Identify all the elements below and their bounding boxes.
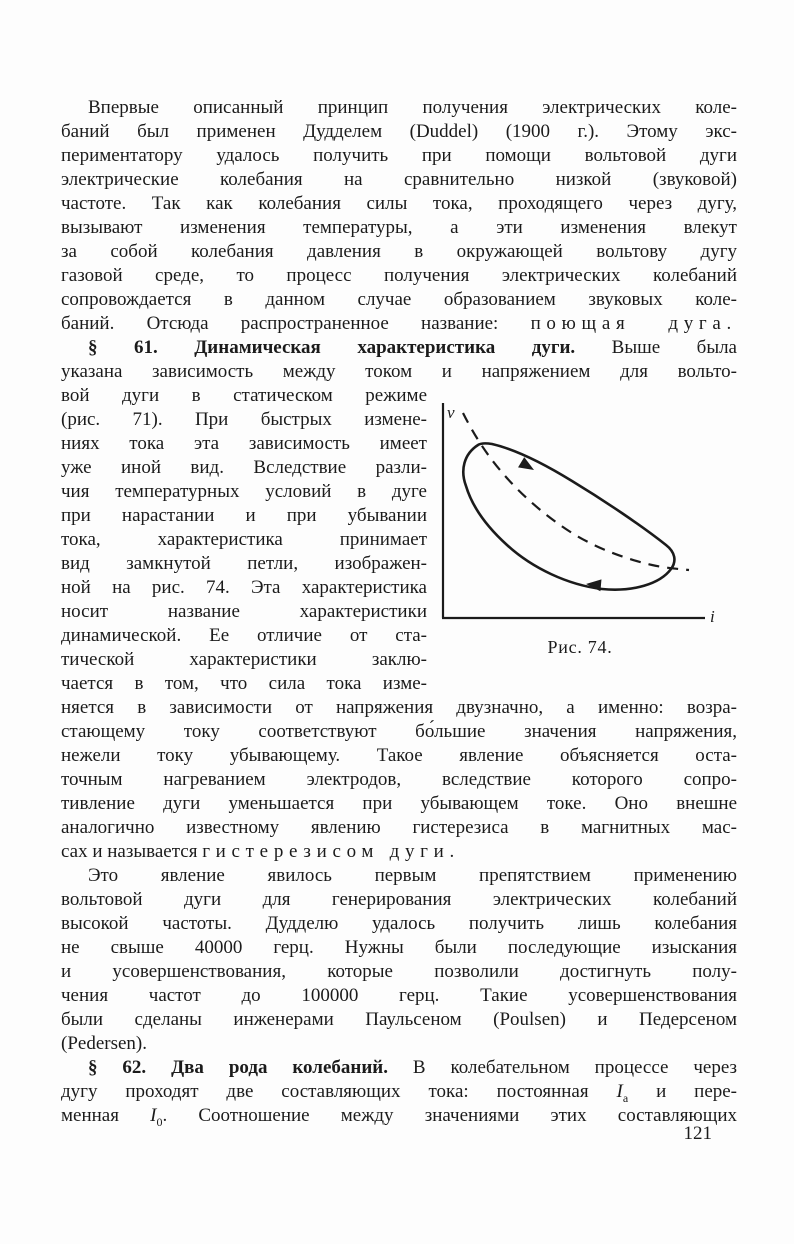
text-line: были сделаны инженерами Паульсеном (Poulsen) и Педерсеном xyxy=(61,1009,737,1030)
text-line: нежели току убывающему. Такое явление объясняется оста- xyxy=(61,745,737,766)
paragraph-poulsen xyxy=(61,864,737,1056)
text-line: баний был применен Дудделем (Duddel) (1900 г.). Этому экс- xyxy=(61,121,737,142)
section-62-heading-line: § 62. Два рода колебаний. В колебательном процессе через xyxy=(88,1057,737,1078)
x-axis-label: i xyxy=(710,607,715,626)
text-line: чения частот до 100000 герц. Такие усовершенствования xyxy=(61,985,737,1006)
text-line: ной на рис. 74. Эта характеристика xyxy=(61,577,427,598)
text-line: вольтовой дуги для генерирования электрических колебаний xyxy=(61,889,737,910)
text-line: менная $I_0$. Соотношение между значениями этих составляющих xyxy=(61,1105,737,1129)
static-characteristic-dashed-curve xyxy=(463,413,689,570)
text-line: динамической. Ее отличие от ста- xyxy=(61,625,427,646)
figure-74 xyxy=(428,396,732,658)
text-line: за собой колебания давления в окружающей вольтову дугу xyxy=(61,241,737,262)
text-line: сах и называется гистерезисом дуги. xyxy=(61,841,460,862)
y-axis-label: v xyxy=(447,403,455,422)
text-line: периментатору удалось получить при помощи вольтовой дуги xyxy=(61,145,737,166)
loop-arrow-lower xyxy=(585,578,601,591)
text-line: няется в зависимости от напряжения двузначно, а именно: возра- xyxy=(61,697,737,718)
current-dc-subscript: a xyxy=(622,1090,629,1105)
text-line: и усовершенствования, которые позволили достигнуть полу- xyxy=(61,961,737,982)
text-line: тической характеристики заклю- xyxy=(61,649,427,670)
figure-caption: Рис. 74. xyxy=(547,637,613,657)
text-line: не свыше 40000 герц. Нужны были последующие изыскания xyxy=(61,937,737,958)
text-line: газовой среде, то процесс получения электрических колебаний xyxy=(61,265,737,286)
text-line: вид замкнутой петли, изображен- xyxy=(61,553,427,574)
page-number: 121 xyxy=(683,1123,712,1144)
emphasis-spaced-term: гистерезисом дуги. xyxy=(202,841,460,862)
text-line: тока, характеристика принимает xyxy=(61,529,427,550)
text-line: уже иной вид. Вследствие разли- xyxy=(61,457,427,478)
section-61-heading-line: § 61. Динамическая характеристика дуги. Выше была xyxy=(88,337,737,358)
current-ac-symbol: I xyxy=(150,1105,157,1126)
text-line: ниях тока эта зависимость имеет xyxy=(61,433,427,454)
emphasis-spaced-term: поющая дуга. xyxy=(530,313,737,334)
paragraph-hysteresis xyxy=(61,696,737,864)
text-line: Это явление явилось первым препятствием применению xyxy=(88,865,737,886)
text-line: чия температурных условий в дуге xyxy=(61,481,427,502)
text-line: Впервые описанный принцип получения электрических коле- xyxy=(88,97,737,118)
current-ac-subscript: 0 xyxy=(156,1114,163,1129)
figure-74-plot xyxy=(428,396,732,630)
paragraph-singing-arc xyxy=(61,96,737,384)
text-line: сопровождается в данном случае образованием звуковых коле- xyxy=(61,289,737,310)
text-line: (рис. 71). При быстрых измене- xyxy=(61,409,427,430)
text-line: тивление дуги уменьшается при убывающем токе. Оно внешне xyxy=(61,793,737,814)
text-line: частоте. Так как колебания силы тока, проходящего через дугу, xyxy=(61,193,737,214)
section-62 xyxy=(61,1056,737,1128)
text-line: баний. Отсюда распространенное название: поющая дуга. xyxy=(61,313,737,334)
text-line: указана зависимость между током и напряжением для вольто- xyxy=(61,361,737,382)
section-62-heading: § 62. Два рода колебаний. xyxy=(88,1057,388,1078)
text-line: чается в том, что сила тока изме- xyxy=(61,673,427,694)
text-line: точным нагреванием электродов, вследствие которого сопро- xyxy=(61,769,737,790)
text-line: вой дуги в статическом режиме xyxy=(61,385,427,406)
text-line: вызывают изменения температуры, а эти изменения влекут xyxy=(61,217,737,238)
section-61-heading: § 61. Динамическая характеристика дуги. xyxy=(88,337,576,358)
text-line: высокой частоты. Дудделю удалось получить лишь колебания xyxy=(61,913,737,934)
text-line: носит название характеристики xyxy=(61,601,427,622)
text-line: (Pedersen). xyxy=(61,1033,147,1054)
text-line: аналогично известному явлению гистерезиса в магнитных мас- xyxy=(61,817,737,838)
text-line: стающему току соответствуют бо́льшие значения напряжения, xyxy=(61,721,737,742)
current-dc-symbol: I xyxy=(616,1081,623,1102)
text-line: при нарастании и при убывании xyxy=(61,505,427,526)
text-column-beside-figure xyxy=(61,384,427,696)
text-line: электрические колебания на сравнительно низкой (звуковой) xyxy=(61,169,737,190)
text-line: дугу проходят две составляющих тока: постоянная $I_a$ и пере- xyxy=(61,1081,738,1105)
